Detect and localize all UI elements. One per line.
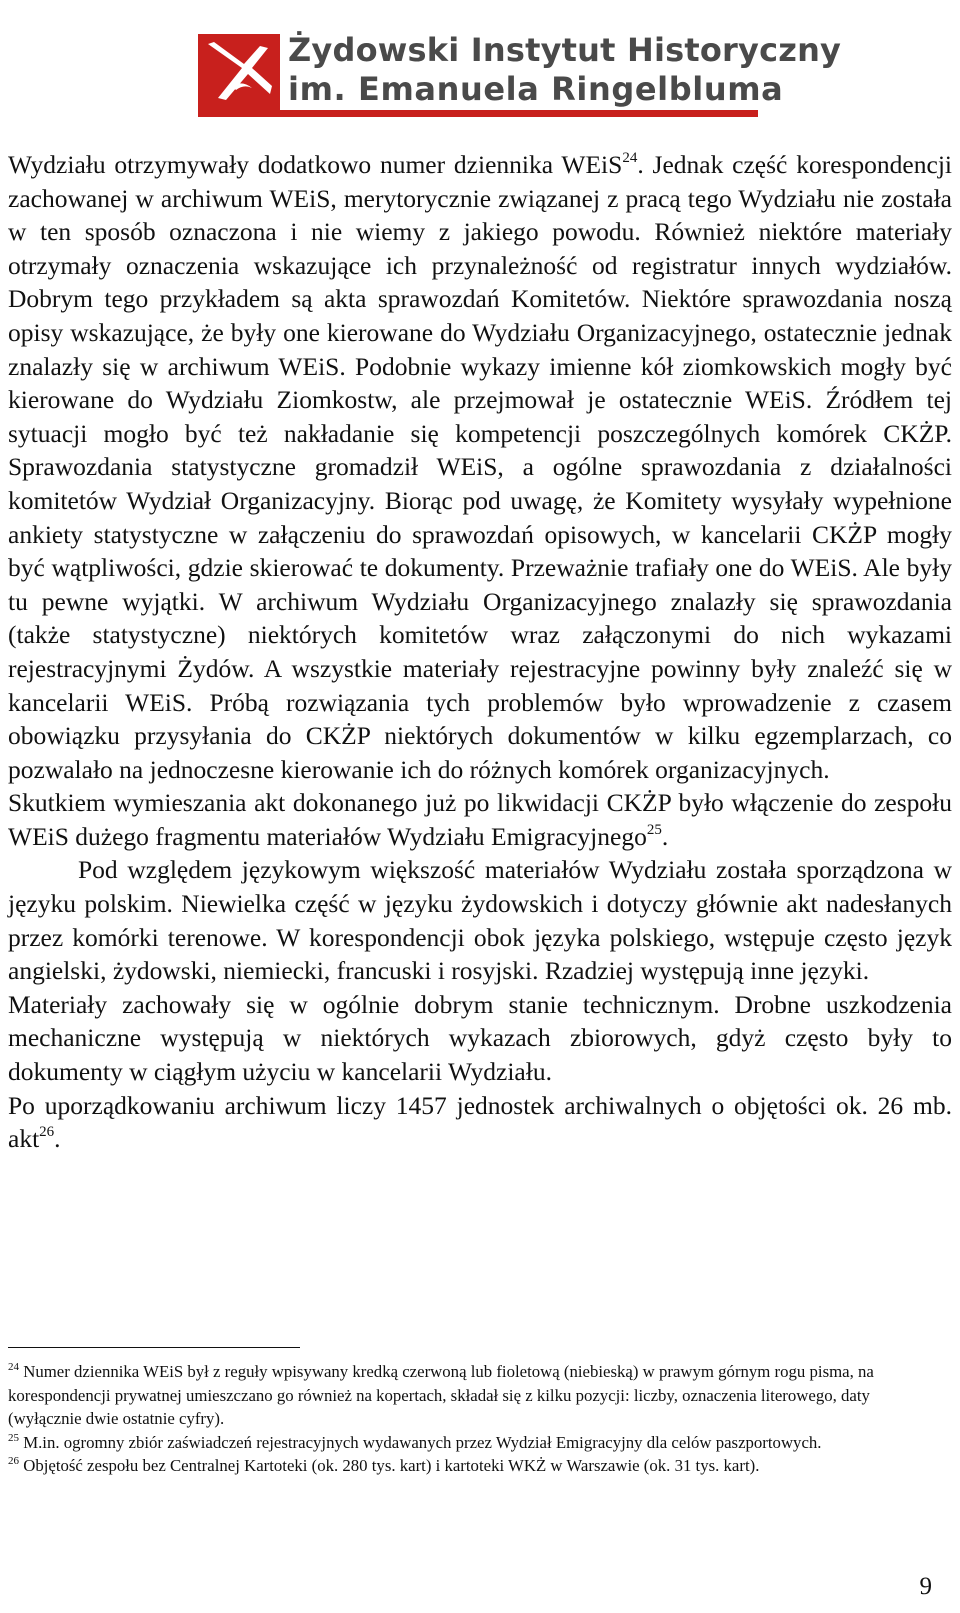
footnotes: [8, 1360, 938, 1478]
footnote-ref-25: 25: [646, 821, 662, 838]
logo-subtitle: im. Emanuela Ringelbluma: [288, 70, 784, 108]
footnote-24: $^{24}$ Numer dziennika WEiS był z reguły wpisywany kredką czerwoną lub fioletową (niebieską) w prawym górnym rogu pisma, na korespondencji prywatnej umieszczano go również na kopertach, składał się z kilku pozycji: liczby, oznaczenia literowego, daty (wyłącznie dwie ostatnie cyfry).: [8, 1361, 874, 1428]
document-body: [8, 148, 952, 1156]
institute-logo: [198, 30, 842, 118]
footnote-separator: [8, 1347, 300, 1348]
page-number: 9: [919, 1573, 932, 1600]
paragraph-5: Po uporządkowaniu archiwum liczy 1457 jednostek archiwalnych o objętości ok. 26 mb. akt$^{26}$.: [8, 1090, 952, 1154]
zih-logo-icon: [198, 34, 280, 110]
paragraph-1: Wydziału otrzymywały dodatkowo numer dziennika WEiS$^{24}$. Jednak część korespondencji zachowanej w archiwum WEiS, merytorycznie związanej z pracą tego Wydziału nie została w ten sposób oznaczona i nie wiemy z jakiego powodu. Również niektóre materiały otrzymały oznaczenia wskazujące ich przynależność od registratur innych wydziałów. Dobrym tego przykładem są akta sprawozdań Komitetów. Niektóre sprawozdania noszą opisy wskazujące, że były one kierowane do Wydziału Organizacyjnego, ostatecznie jednak znalazły się w archiwum WEiS. Podobnie wykazy imienne kół ziomkowskich mogły być kierowane do Wydziału Ziomkostw, ale przejmował je ostatecznie WEiS. Źródłem tej sytuacji mogło być też nakładanie się kompetencji poszczególnych komórek CKŻP. Sprawozdania statystyczne gromadził WEiS, a ogólne sprawozdania z działalności komitetów Wydział Organizacyjny. Biorąc pod uwagę, że Komitety wysyłały wypełnione ankiety statystyczne w załączeniu do sprawozdań opisowych, w kancelarii CKŻP mogły być wątpliwości, gdzie skierować te dokumenty. Przeważnie trafiały one do WEiS. Ale były tu pewne wyjątki. W archiwum Wydziału Organizacyjnego znalazły się sprawozdania (także statystyczne) niektórych komitetów wraz załączonymi do nich wykazami rejestracyjnymi Żydów. A wszystkie materiały rejestracyjne powinny były znaleźć się w kancelarii WEiS. Próbą rozwiązania tych problemów było wprowadzenie z czasem obowiązku przysyłania do CKŻP niektórych dokumentów w kilku egzemplarzach, co pozwalało na jednoczesne kierowanie ich do różnych komórek organizacyjnych.: [8, 150, 952, 784]
footnote-25: $^{25}$ M.in. ogromny zbiór zaświadczeń rejestracyjnych wydawanych przez Wydział Emigracyjny dla celów paszportowych.: [8, 1431, 822, 1452]
footnote-ref-26: 26: [39, 1124, 55, 1141]
logo-underline: [198, 110, 758, 117]
footnote-26: $^{26}$ Objętość zespołu bez Centralnej Kartoteki (ok. 280 tys. kart) i kartoteki WKŻ w Warszawie (ok. 31 tys. kart).: [8, 1455, 760, 1475]
paragraph-4: Materiały zachowały się w ogólnie dobrym stanie technicznym. Drobne uszkodzenia mechaniczne występują w niektórych wykazach zbiorowych, gdyż często były to dokumenty w ciągłym użyciu w kancelarii Wydziału.: [8, 989, 952, 1087]
logo-title: Żydowski Instytut Historyczny: [288, 31, 842, 69]
logo-wordmark: [288, 30, 841, 108]
paragraph-3: Pod względem językowym większość materiałów Wydziału została sporządzona w języku polskim. Niewielka część w języku żydowskich i dotyczy głównie akt nadesłanych przez komórki terenowe. W korespondencji obok języka polskiego, wstępuje często język angielski, żydowski, niemiecki, francuski i rosyjski. Rzadziej występują inne języki.: [8, 855, 952, 986]
footnote-ref-24: 24: [622, 150, 638, 166]
paragraph-2: Skutkiem wymieszania akt dokonanego już po likwidacji CKŻP było włączenie do zespołu WEiS dużego fragmentu materiałów Wydziału Emigracyjnego$^{25}$.: [8, 788, 952, 851]
